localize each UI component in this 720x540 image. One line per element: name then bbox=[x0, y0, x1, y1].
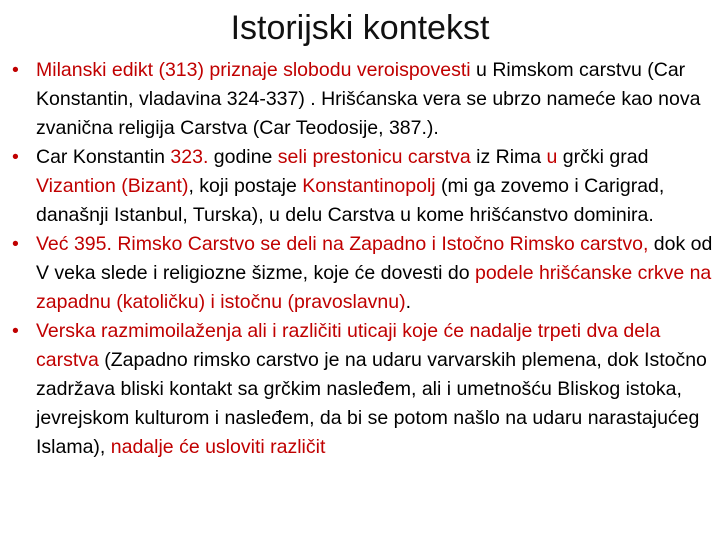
bullet-text-segment: podele hrišćanske crkve na zapadnu (katoličku) i istočnu (pravoslavnu) bbox=[36, 262, 712, 313]
bullet-text-segment: Milanski edikt (313) priznaje slobodu veroispovesti bbox=[36, 59, 471, 81]
bullet-text-segment: Već 395. Rimsko Carstvo se deli na Zapadno i Istočno Rimsko carstvo, bbox=[36, 233, 649, 255]
bullet-text-segment: seli prestonicu carstva bbox=[277, 146, 471, 168]
bullet-dot-icon: • bbox=[12, 146, 19, 168]
bullet-text-segment: , koji postaje bbox=[188, 175, 303, 197]
bullet-item bbox=[6, 317, 714, 462]
bullet-text-segment: Car Konstantin bbox=[36, 146, 171, 168]
bullet-text-segment: . bbox=[405, 291, 412, 313]
bullet-text-segment: u Rimskom carstvu (Car Konstantin, vladavina 324-337) . Hrišćanska vera se ubrzo nameće kao nova zvanična religija Carstva (Car Teodosije, 387.). bbox=[36, 59, 701, 139]
bullet-text-segment: Konstantinopolj bbox=[302, 175, 436, 197]
bullet-item bbox=[6, 56, 714, 143]
bullet-item bbox=[6, 143, 714, 230]
bullet-dot-icon: • bbox=[12, 320, 19, 342]
slide-title: Istorijski kontekst bbox=[230, 9, 490, 47]
bullet-text-segment: godine bbox=[208, 146, 278, 168]
bullet-text-segment: u bbox=[546, 146, 558, 168]
bullet-list bbox=[6, 56, 714, 462]
bullet-text-segment: nadalje će usloviti različit bbox=[110, 436, 326, 458]
bullet-dot-icon: • bbox=[12, 59, 19, 81]
bullet-dot-icon: • bbox=[12, 233, 19, 255]
bullet-text-segment: iz Rima bbox=[470, 146, 547, 168]
bullet-text-segment: (mi ga zovemo i Carigrad, današnji Istanbul, Turska), u delu Carstva u kome hrišćanstvo dominira. bbox=[36, 175, 665, 226]
bullet-item bbox=[6, 230, 714, 317]
bullet-text-segment: (Zapadno rimsko carstvo je na udaru varvarskih plemena, dok Istočno zadržava bliski kontakt sa grčkim nasleđem, ali i umetnošću Bliskog istoka, jevrejskom kulturom i nasleđem, da bi se potom našlo na udaru narastajućeg Islama), bbox=[36, 349, 707, 458]
bullet-text-segment: Vizantion (Bizant) bbox=[36, 175, 189, 197]
bullet-text-segment: grčki grad bbox=[557, 146, 649, 168]
bullet-text-segment: dok od V veka slede i religiozne šizme, koje će dovesti do bbox=[36, 233, 713, 284]
bullet-text-segment: 323. bbox=[170, 146, 209, 168]
bullet-text-segment: Verska razmimoilaženja ali i različiti uticaji koje će nadalje trpeti dva dela carstva bbox=[36, 320, 661, 371]
